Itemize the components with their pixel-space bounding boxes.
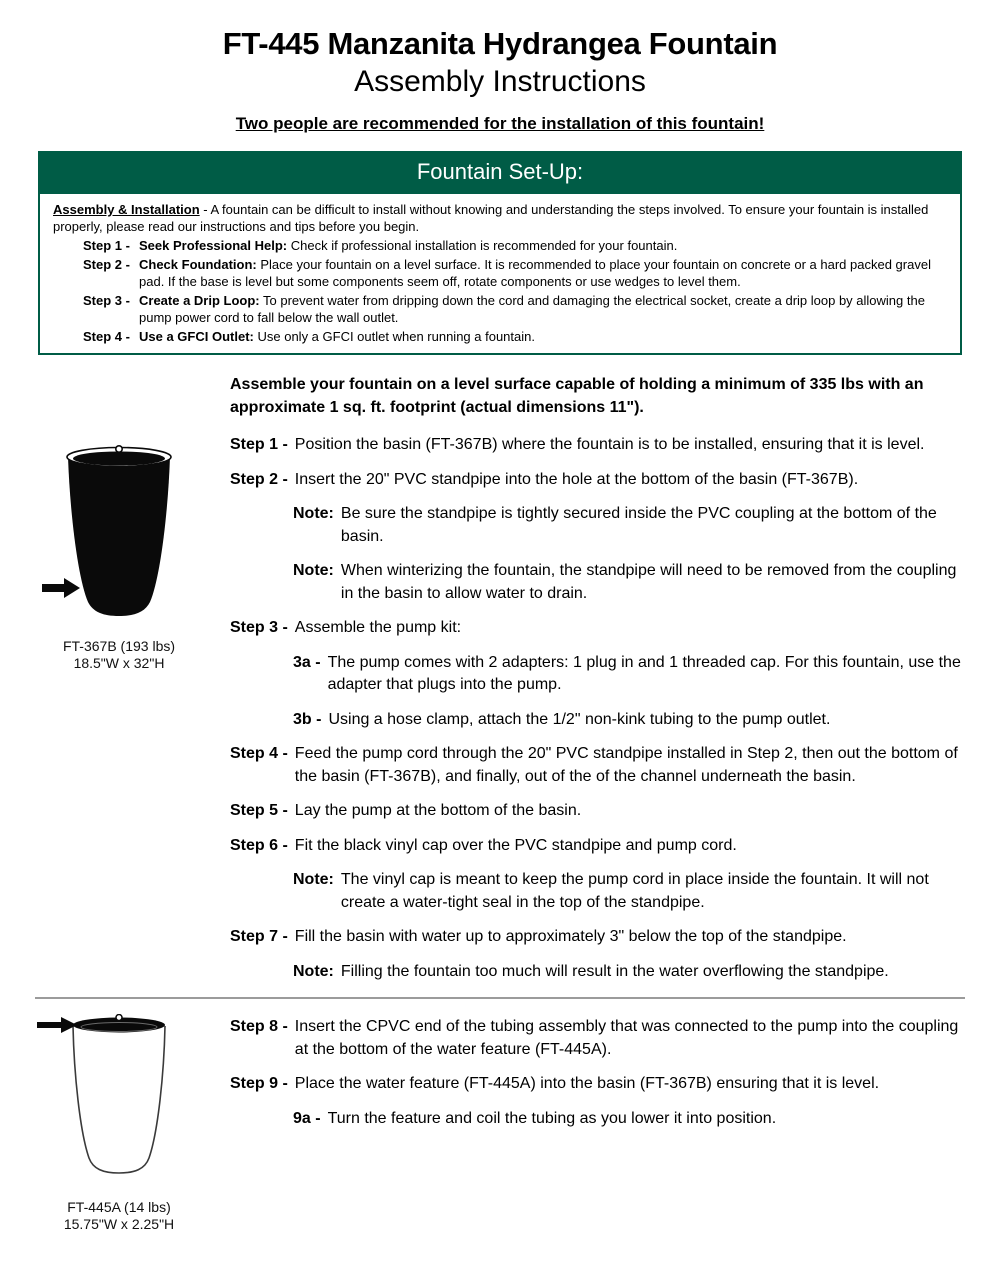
instruction-row — [230, 743, 972, 788]
instruction-label: Step 1 - — [230, 436, 288, 453]
setup-step-text — [139, 328, 535, 345]
setup-step-description: To prevent water from dripping down the cord and damaging the electrical socket, create a drip loop by allowing the pump power cord to fall below the wall outlet. — [139, 293, 925, 325]
instruction-text: Position the basin (FT-367B) where the fountain is to be installed, ensuring that it is level. — [294, 436, 925, 453]
instruction-label: Note: — [293, 962, 334, 980]
instruction-text: Feed the pump cord through the 20" PVC standpipe installed in Step 2, then out the bottom of the basin (FT-367B), and finally, out of the of the channel underneath the basin. — [294, 745, 958, 785]
instruction-label: Step 2 - — [230, 470, 288, 488]
instruction-label: Note: — [293, 562, 334, 579]
setup-step-label: Step 2 - — [83, 257, 130, 272]
instruction-label: Step 3 - — [230, 619, 288, 636]
setup-step-row — [83, 328, 947, 345]
instruction-label: Note: — [293, 871, 334, 888]
basin-model-label: FT-367B (193 lbs) — [62, 638, 176, 654]
instruction-row — [230, 1016, 972, 1061]
instruction-row — [230, 926, 972, 949]
instruction-row — [293, 503, 972, 548]
basin-rim-inner — [73, 452, 165, 466]
instruction-text: Fit the black vinyl cap over the PVC standpipe and pump cord. — [294, 836, 737, 854]
instruction-label: Step 4 - — [230, 745, 288, 762]
instruction-label: Step 7 - — [230, 928, 288, 945]
instruction-label: Note: — [293, 505, 334, 522]
setup-step-description: Place your fountain on a level surface. It is recommended to place your fountain on concrete or a hard packed gravel pad. If the base is level but some components seem off, rotate components or use wedges to level them. — [139, 257, 931, 289]
setup-step-label: Step 4 - — [83, 329, 130, 344]
setup-step-lead: Check Foundation: — [139, 257, 257, 272]
instruction-row — [230, 469, 972, 492]
instruction-text: Insert the CPVC end of the tubing assembly that was connected to the pump into the coupling at the bottom of the water feature (FT-445A). — [294, 1018, 959, 1058]
instruction-row — [230, 835, 972, 858]
setup-steps-list — [53, 237, 947, 345]
instruction-text: Be sure the standpipe is tightly secured inside the PVC coupling at the bottom of the basin. — [340, 505, 937, 545]
water-feature-dimensions-label: 15.75"W x 2.25"H — [63, 1216, 175, 1232]
water-feature-figure — [35, 1014, 203, 1233]
feature-body-outline — [73, 1026, 165, 1173]
basin-illustration — [40, 444, 198, 622]
instruction-text: Lay the pump at the bottom of the basin. — [294, 802, 582, 819]
instruction-row — [230, 1073, 972, 1096]
instruction-label: Step 9 - — [230, 1075, 288, 1092]
right-arrow-icon — [42, 578, 80, 598]
instruction-row — [230, 617, 972, 640]
setup-step-text — [139, 256, 947, 290]
setup-step-row — [83, 292, 947, 326]
page-title: FT-445 Manzanita Hydrangea Fountain — [222, 26, 778, 61]
instruction-label: Step 8 - — [230, 1018, 288, 1035]
instruction-text: Fill the basin with water up to approximately 3" below the top of the standpipe. — [294, 928, 847, 945]
instruction-sheet — [0, 26, 1000, 1232]
two-person-warning: Two people are recommended for the installation of this fountain! — [235, 114, 765, 133]
basin-caption — [40, 638, 198, 672]
instruction-row — [293, 709, 972, 732]
instruction-text: Insert the 20" PVC standpipe into the hole at the bottom of the basin (FT-367B). — [294, 470, 859, 488]
setup-box-title: Fountain Set-Up: — [38, 151, 962, 194]
setup-step-description: Check if professional installation is recommended for your fountain. — [290, 238, 678, 253]
fountain-setup-box — [38, 151, 962, 355]
setup-step-lead: Seek Professional Help: — [139, 238, 288, 253]
instruction-text: Place the water feature (FT-445A) into the basin (FT-367B) ensuring that it is level. — [294, 1075, 880, 1092]
document-header — [0, 26, 1000, 134]
basin-knob — [116, 446, 122, 452]
setup-box-body — [38, 194, 962, 355]
steps-1-7-list — [230, 434, 972, 983]
instruction-label: Step 6 - — [230, 836, 288, 854]
setup-step-row — [83, 237, 947, 254]
water-feature-illustration — [35, 1014, 203, 1186]
setup-intro-text: - A fountain can be difficult to install without knowing and understanding the steps involved. To ensure your fountain is installed properly, please read our instructions and tips before you begin. — [53, 202, 929, 234]
steps-8-9-list — [230, 1016, 972, 1130]
setup-step-label: Step 1 - — [83, 238, 130, 253]
basin-body-shape — [68, 457, 170, 616]
instruction-text: Using a hose clamp, attach the 1/2" non-kink tubing to the pump outlet. — [328, 710, 831, 728]
setup-intro-lead: Assembly & Installation — [53, 202, 200, 217]
setup-step-lead: Use a GFCI Outlet: — [139, 329, 254, 344]
water-feature-model-label: FT-445A (14 lbs) — [67, 1199, 171, 1215]
setup-step-description: Use only a GFCI outlet when running a fountain. — [257, 329, 535, 344]
instruction-row — [293, 652, 972, 697]
instruction-label: 3a - — [293, 653, 321, 671]
instruction-row — [293, 1108, 972, 1131]
setup-step-lead: Create a Drip Loop: — [139, 293, 260, 308]
page-subtitle: Assembly Instructions — [354, 65, 646, 98]
setup-step-text — [139, 237, 677, 254]
instruction-label: 9a - — [293, 1109, 321, 1127]
instruction-label: 3b - — [293, 710, 322, 728]
setup-intro-paragraph — [53, 201, 947, 235]
assembly-steps-continued-section — [230, 1016, 972, 1130]
feature-knob — [116, 1015, 122, 1021]
instruction-row — [230, 434, 972, 457]
instruction-label: Step 5 - — [230, 802, 288, 819]
instruction-row — [293, 869, 972, 914]
instruction-text: The pump comes with 2 adapters: 1 plug in and 1 threaded cap. For this fountain, use the adapter that plugs into the pump. — [327, 653, 961, 693]
instruction-text: Filling the fountain too much will result in the water overflowing the standpipe. — [340, 962, 889, 980]
instruction-row — [230, 800, 972, 823]
instruction-text: The vinyl cap is meant to keep the pump cord in place inside the fountain. It will not create a water-tight seal in the top of the standpipe. — [340, 871, 929, 911]
setup-step-text — [139, 292, 947, 326]
instruction-text: Assemble the pump kit: — [294, 619, 462, 636]
instruction-text: Turn the feature and coil the tubing as you lower it into position. — [327, 1109, 777, 1127]
surface-requirement-note: Assemble your fountain on a level surface capable of holding a minimum of 335 lbs with an approximate 1 sq. ft. footprint (actual dimensions 11"). — [230, 376, 924, 416]
instruction-row — [293, 961, 972, 984]
instruction-row — [293, 560, 972, 605]
instruction-text: When winterizing the fountain, the standpipe will need to be removed from the coupling in the basin to allow water to drain. — [340, 562, 957, 602]
assembly-steps-section — [230, 374, 972, 983]
section-divider — [35, 997, 965, 999]
basin-dimensions-label: 18.5"W x 32"H — [73, 655, 165, 671]
water-feature-caption — [35, 1199, 203, 1233]
setup-step-row — [83, 256, 947, 290]
right-arrow-icon — [37, 1017, 77, 1033]
basin-figure — [40, 444, 198, 672]
setup-step-label: Step 3 - — [83, 293, 130, 308]
